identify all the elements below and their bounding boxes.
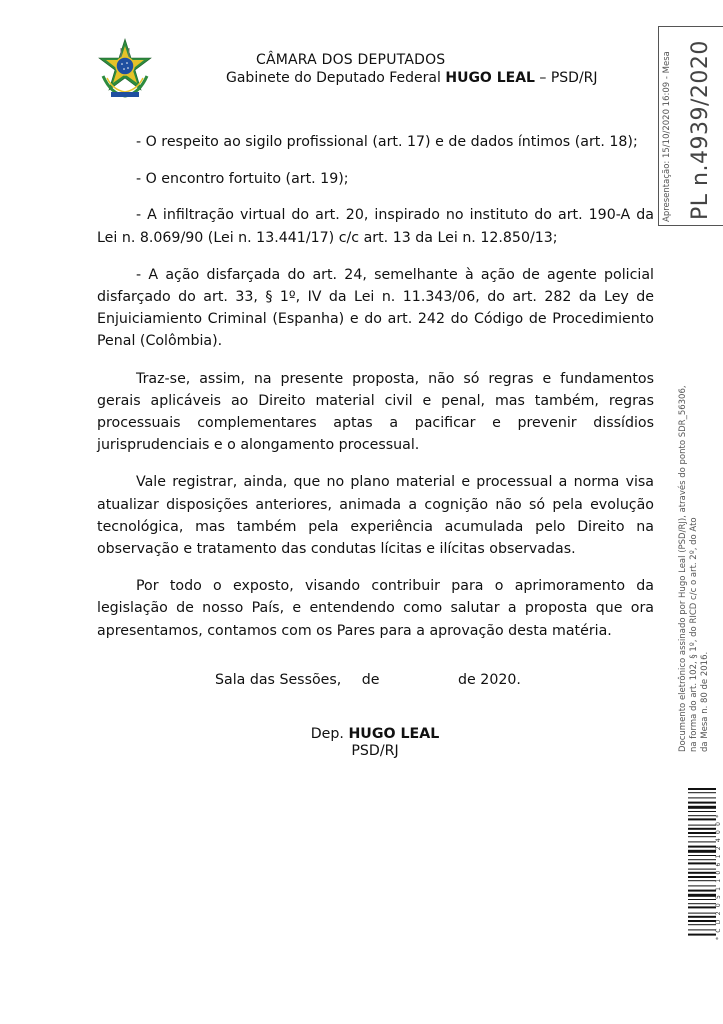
closing-year: de 2020. (458, 672, 521, 688)
closing-de: de (361, 672, 380, 688)
barcode-number: * C D 2 0 5 1 1 0 6 1 2 4 0 0 * (715, 813, 722, 940)
deputy-name: HUGO LEAL (445, 70, 535, 86)
institution-name: CÂMARA DOS DEPUTADOS (256, 52, 446, 68)
paragraph: - A ação disfarçada do art. 24, semelhante à ação de agente policial disfarçado do art. 33, § 1º, IV da Lei n. 11.343/06, do art. 282 da Ley de Enjuiciamiento Criminal (Espanha) e do art. 242 do Código de Procedimiento Penal (Colômbia). (97, 266, 654, 350)
paragraph: - O encontro fortuito (art. 19); (136, 171, 349, 188)
paragraph: - A infiltração virtual do art. 20, inspirado no instituto do art. 190-A da Lei n. 8.069/90 (Lei n. 13.441/17) c/c art. 13 da Lei n. 12.850/13; (97, 207, 654, 246)
session-date-line (215, 672, 521, 688)
paragraph: Traz-se, assim, na presente proposta, não só regras e fundamentos gerais aplicáveis ao Direito material civil e penal, mas também, regras processuais complementares aptas a pacificar e prevenir dissídios jurisprudenciais e o alongamento processual. (97, 370, 654, 454)
signature-title: Dep. (310, 726, 349, 742)
barcode-icon (688, 788, 716, 936)
signature-party: PSD/RJ (351, 743, 399, 759)
signature-note-line: na forma do art. 102, § 1º, do RICD c/c o art. 2º, do Ato (689, 517, 699, 752)
paragraph: Por todo o exposto, visando contribuir para o aprimoramento da legislação de nosso País, e entendendo como salutar a proposta que ora apresentamos, contamos com os Pares para a aprovação desta matéria. (97, 578, 654, 639)
signature-name-line (300, 726, 450, 743)
office-prefix: Gabinete do Deputado Federal (226, 70, 446, 86)
closing-place: Sala das Sessões, (215, 672, 342, 688)
office-line (226, 70, 598, 86)
signature-name: HUGO LEAL (348, 726, 440, 742)
document-body (97, 131, 654, 657)
bill-number: PL n.4939/2020 (688, 40, 713, 220)
paragraph: Vale registrar, ainda, que no plano material e processual a norma visa atualizar disposições anteriores, animada a cognição não só pela evolução tecnológica, mas também pela experiência acumulada pelo Direito na observação e tratamento das condutas lícitas e ilícitas observadas. (97, 474, 654, 558)
signature-note-line: da Mesa n. 80 de 2016. (700, 651, 710, 752)
signature-block (300, 726, 450, 760)
brazil-coat-of-arms-icon (97, 36, 153, 100)
party-suffix: – PSD/RJ (534, 70, 598, 86)
presentation-date: Apresentação: 15/10/2020 16:09 - Mesa (662, 51, 672, 222)
paragraph: - O respeito ao sigilo profissional (art. 17) e de dados íntimos (art. 18); (136, 134, 638, 150)
signature-note-line: Documento eletrônico assinado por Hugo Leal (PSD/RJ), através do ponto SDR_56306, (678, 385, 688, 752)
